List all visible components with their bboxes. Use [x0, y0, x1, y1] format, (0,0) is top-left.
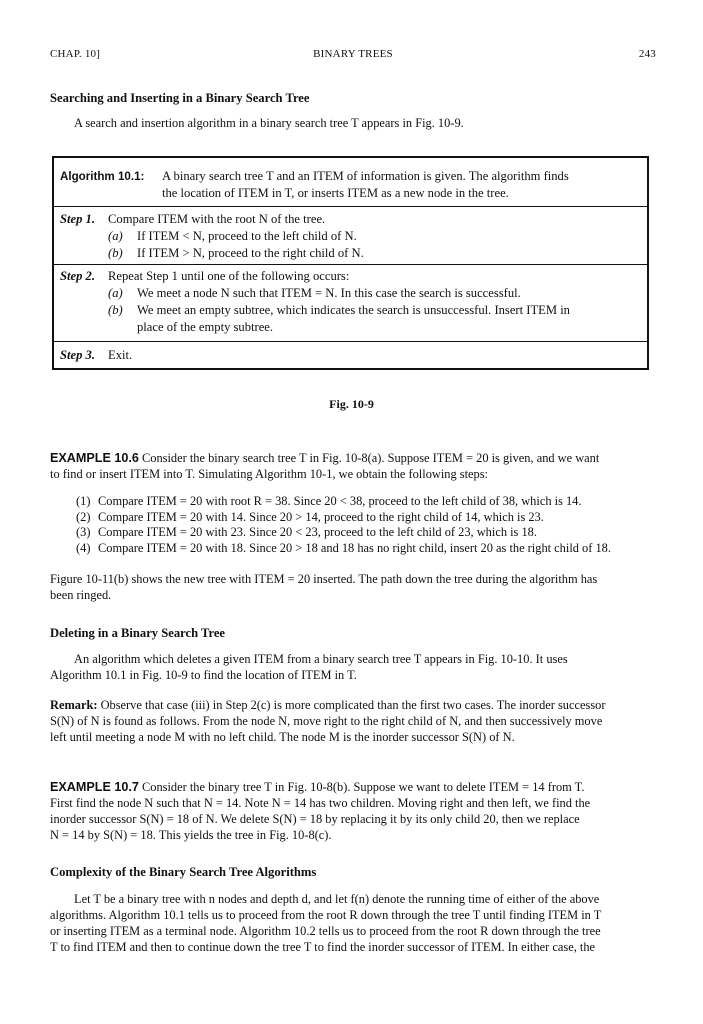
- running-head: [50, 48, 656, 60]
- remark-label: Remark:: [50, 698, 98, 712]
- step3-label: Step 3.: [60, 348, 95, 362]
- complexity-line1: Let T be a binary tree with n nodes and depth d, and let f(n) denote the running time of either of the above: [74, 892, 600, 906]
- step-divider: [54, 341, 647, 342]
- chapter-label: CHAP. 10]: [50, 48, 101, 60]
- step1-b-text: If ITEM > N, proceed to the right child of N.: [137, 246, 364, 260]
- example-10-6-after-line2: been ringed.: [50, 588, 112, 602]
- example-10-7-line3: inorder successor S(N) = 18 of N. We delete S(N) = 18 by replacing it by its only child 20, then we replace: [50, 812, 580, 826]
- list-item: (1) Compare ITEM = 20 with root R = 38. Since 20 < 38, proceed to the left child of 38, which is 14.: [76, 494, 582, 508]
- example-text: Consider the binary search tree T in Fig. 10-8(a). Suppose ITEM = 20 is given, and we want: [142, 451, 600, 465]
- section-title-searching: Searching and Inserting in a Binary Search Tree: [50, 91, 310, 105]
- algorithm-description-line1: A binary search tree T and an ITEM of information is given. The algorithm finds: [162, 169, 569, 183]
- deleting-line1: An algorithm which deletes a given ITEM from a binary search tree T appears in Fig. 10-10. It uses: [74, 652, 568, 666]
- step2-text: Repeat Step 1 until one of the following occurs:: [108, 269, 350, 283]
- example-10-7-line1: EXAMPLE 10.7 Consider the binary tree T in Fig. 10-8(b). Suppose we want to delete ITEM = 14 from T.: [50, 780, 585, 794]
- step2-a-label: (a): [108, 286, 123, 300]
- step2-b-label: (b): [108, 303, 123, 317]
- example-label: EXAMPLE 10.7: [50, 780, 139, 794]
- list-item: (3) Compare ITEM = 20 with 23. Since 20 < 23, proceed to the left child of 23, which is 18.: [76, 525, 537, 540]
- list-item: (2) Compare ITEM = 20 with 14. Since 20 > 14, proceed to the right child of 14, which is 23.: [76, 509, 544, 524]
- remark-line2: S(N) of N is found as follows. From the node N, move right to the right child of N, and then successively move: [50, 714, 603, 728]
- step2-b-text-line2: place of the empty subtree.: [137, 320, 274, 334]
- algorithm-box: [52, 156, 649, 370]
- step2-label: Step 2.: [60, 269, 95, 283]
- complexity-line3: or inserting ITEM as a terminal node. Algorithm 10.2 tells us to proceed from the root R down through the tree: [50, 924, 601, 938]
- example-steps-list: [76, 494, 666, 557]
- step3-text: Exit.: [108, 348, 133, 362]
- list-item: (4) Compare ITEM = 20 with 18. Since 20 > 18 and 18 has no right child, insert 20 as the right child of 18.: [76, 541, 611, 556]
- algorithm-divider: [54, 206, 647, 207]
- chapter-title: BINARY TREES: [313, 48, 393, 60]
- complexity-line2: algorithms. Algorithm 10.1 tells us to proceed from the root R down through the tree T until finding ITEM in T: [50, 908, 602, 922]
- example-10-6-after-line1: Figure 10-11(b) shows the new tree with ITEM = 20 inserted. The path down the tree during the algorithm has: [50, 572, 598, 586]
- step2-a-text: We meet a node N such that ITEM = N. In this case the search is successful.: [137, 286, 521, 300]
- step1-label: Step 1.: [60, 212, 95, 226]
- section-title-deleting: Deleting in a Binary Search Tree: [50, 626, 226, 640]
- deleting-line2: Algorithm 10.1 in Fig. 10-9 to find the location of ITEM in T.: [50, 668, 357, 682]
- step2-b-text-line1: We meet an empty subtree, which indicates the search is unsuccessful. Insert ITEM in: [137, 303, 570, 317]
- remark-line1: Remark: Observe that case (iii) in Step 2(c) is more complicated than the first two cases. The inorder successor: [50, 698, 606, 712]
- complexity-line4: T to find ITEM and then to continue down the tree T to find the inorder successor of ITEM. In either case, the: [50, 940, 596, 954]
- step1-text: Compare ITEM with the root N of the tree.: [108, 212, 326, 226]
- example-10-6-line1: [50, 450, 656, 466]
- algorithm-description-line2: the location of ITEM in T, or inserts ITEM as a new node in the tree.: [162, 186, 509, 200]
- step1-a-text: If ITEM < N, proceed to the left child of N.: [137, 229, 357, 243]
- step-divider: [54, 264, 647, 265]
- example-10-6-line2: to find or insert ITEM into T. Simulating Algorithm 10-1, we obtain the following steps:: [50, 467, 488, 481]
- step1-b-label: (b): [108, 246, 123, 260]
- step1-a-label: (a): [108, 229, 123, 243]
- section-title-complexity: Complexity of the Binary Search Tree Algorithms: [50, 865, 317, 879]
- remark-line3: left until meeting a node M with no left child. The node M is the inorder successor S(N) of N.: [50, 730, 515, 744]
- example-10-7-line2: First find the node N such that N = 14. Note N = 14 has two children. Moving right and then left, we find the: [50, 796, 591, 810]
- figure-caption: Fig. 10-9: [329, 397, 374, 411]
- algorithm-label: Algorithm 10.1:: [60, 170, 145, 183]
- example-label: EXAMPLE 10.6: [50, 451, 139, 465]
- example-10-7-line4: N = 14 by S(N) = 18. This yields the tree in Fig. 10-8(c).: [50, 828, 332, 842]
- page-number: 243: [638, 48, 656, 60]
- section-intro: A search and insertion algorithm in a binary search tree T appears in Fig. 10-9.: [74, 116, 464, 130]
